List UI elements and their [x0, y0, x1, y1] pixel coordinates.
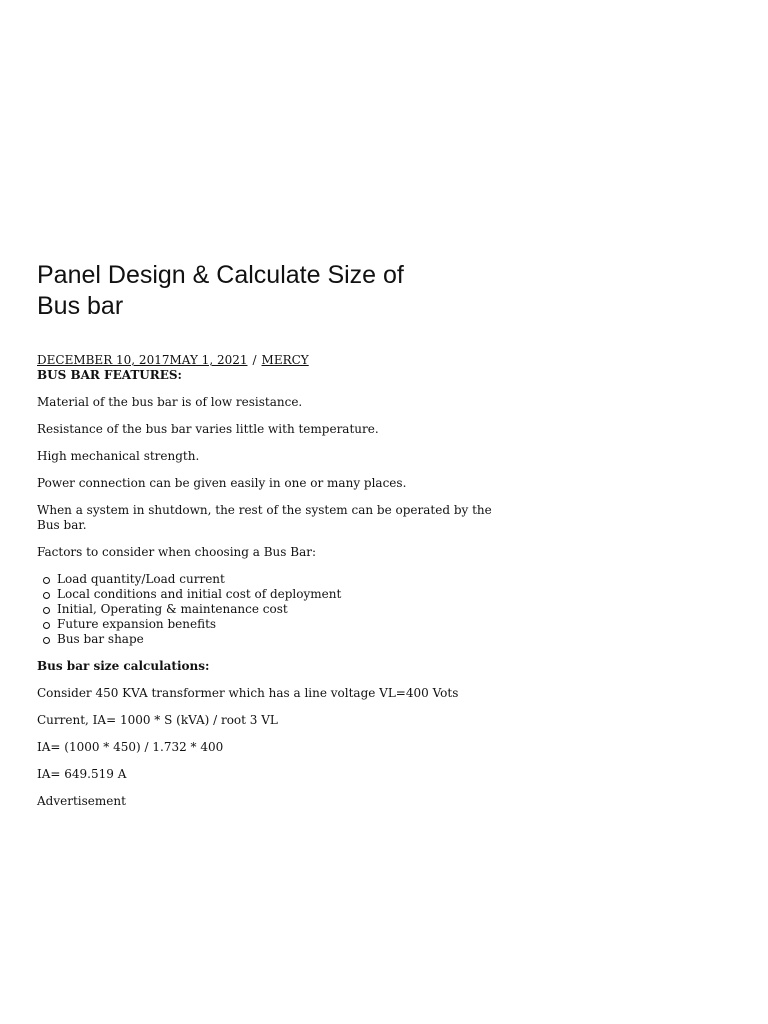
calc-heading: Bus bar size calculations: — [37, 659, 210, 673]
calc-line: Consider 450 KVA transformer which has a line voltage VL=400 Vots — [37, 686, 459, 700]
factors-intro: Factors to consider when choosing a Bus Bar: — [37, 545, 317, 559]
page-title: Panel Design & Calculate Size of Bus bar — [37, 261, 404, 320]
circle-bullet-icon — [43, 577, 50, 584]
list-item: Initial, Operating & maintenance cost — [57, 602, 497, 617]
factors-list — [37, 572, 497, 647]
list-item: Load quantity/Load current — [57, 572, 497, 587]
feature-paragraph: High mechanical strength. — [37, 449, 200, 463]
post-meta — [37, 352, 497, 368]
calc-line: IA= 649.519 A — [37, 767, 127, 781]
feature-paragraph: Material of the bus bar is of low resistance. — [37, 395, 303, 409]
article-body — [37, 368, 497, 809]
meta-separator: / — [252, 353, 257, 367]
list-item: Future expansion benefits — [57, 617, 497, 632]
list-item: Bus bar shape — [57, 632, 497, 647]
post-date-link[interactable]: DECEMBER 10, 2017MAY 1, 2021 — [37, 353, 248, 367]
circle-bullet-icon — [43, 592, 50, 599]
article — [37, 260, 497, 821]
feature-paragraph: Power connection can be given easily in one or many places. — [37, 476, 407, 490]
circle-bullet-icon — [43, 622, 50, 629]
list-item: Local conditions and initial cost of deployment — [57, 587, 497, 602]
circle-bullet-icon — [43, 607, 50, 614]
feature-paragraph: When a system in shutdown, the rest of the system can be operated by the Bus bar. — [37, 503, 492, 532]
author-link[interactable]: MERCY — [261, 353, 309, 367]
circle-bullet-icon — [43, 637, 50, 644]
calc-line: IA= (1000 * 450) / 1.732 * 400 — [37, 740, 224, 754]
features-heading: BUS BAR FEATURES: — [37, 368, 182, 382]
feature-paragraph: Resistance of the bus bar varies little with temperature. — [37, 422, 379, 436]
calc-line: Current, IA= 1000 * S (kVA) / root 3 VL — [37, 713, 278, 727]
advertisement-label: Advertisement — [37, 794, 126, 808]
